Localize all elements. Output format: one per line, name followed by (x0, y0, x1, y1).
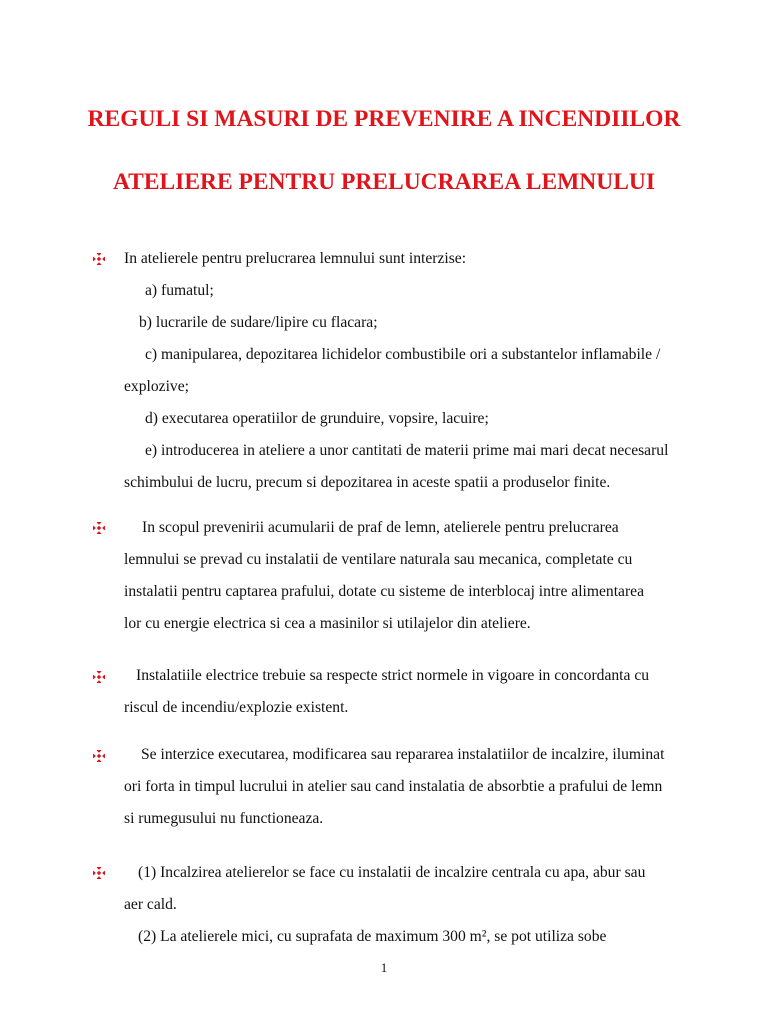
paragraph-line: (2) La atelierele mici, cu suprafata de maximum 300 m², se pot utiliza sobe (138, 928, 607, 945)
paragraph-line: lor cu energie electrica si cea a masinilor si utilajelor din ateliere. (124, 615, 531, 632)
paragraph-line: ori forta in timpul lucrului in atelier sau cand instalatia de absorbtie a prafului de lemn (124, 778, 663, 795)
paragraph-line: schimbului de lucru, precum si depozitarea in aceste spatii a produselor finite. (124, 474, 611, 491)
paragraph-line: explozive; (124, 378, 189, 395)
paragraph-line: Instalatiile electrice trebuie sa respecte strict normele in vigoare in concordanta cu (136, 667, 650, 684)
paragraph-line: e) introducerea in ateliere a unor cantitati de materii prime mai mari decat necesarul (145, 442, 669, 459)
paragraph-line: riscul de incendiu/explozie existent. (124, 699, 349, 716)
paragraph-line: Se interzice executarea, modificarea sau repararea instalatiilor de incalzire, iluminat (141, 746, 665, 763)
paragraph-line: aer cald. (124, 896, 177, 913)
document-title-line-1: REGULI SI MASURI DE PREVENIRE A INCENDIILOR (87, 106, 681, 132)
paragraph-line: In scopul prevenirii acumularii de praf de lemn, atelierele pentru prelucrarea (142, 519, 619, 536)
diamond-bullet-icon (93, 522, 105, 534)
paragraph-line: lemnului se prevad cu instalatii de ventilare naturala sau mecanica, completate cu (124, 551, 633, 568)
page-number: 1 (380, 960, 388, 975)
paragraph-line: In atelierele pentru prelucrarea lemnului sunt interzise: (124, 250, 467, 267)
paragraph-line: c) manipularea, depozitarea lichidelor combustibile ori a substantelor inflamabile / (145, 346, 661, 363)
document-title-line-2: ATELIERE PENTRU PRELUCRAREA LEMNULUI (112, 169, 656, 195)
paragraph-line: a) fumatul; (145, 282, 214, 299)
diamond-bullet-icon (93, 671, 105, 683)
paragraph-line: d) executarea operatiilor de grunduire, vopsire, lacuire; (145, 410, 489, 427)
paragraph-line: b) lucrarile de sudare/lipire cu flacara; (139, 314, 378, 331)
paragraph-line: instalatii pentru captarea prafului, dotate cu sisteme de interblocaj intre alimentarea (124, 583, 644, 600)
diamond-bullet-icon (93, 253, 105, 265)
diamond-bullet-icon (93, 867, 105, 879)
paragraph-line: si rumegusului nu functioneaza. (124, 810, 324, 827)
paragraph-line: (1) Incalzirea atelierelor se face cu instalatii de incalzire centrala cu apa, abur sau (138, 864, 646, 881)
diamond-bullet-icon (93, 750, 105, 762)
